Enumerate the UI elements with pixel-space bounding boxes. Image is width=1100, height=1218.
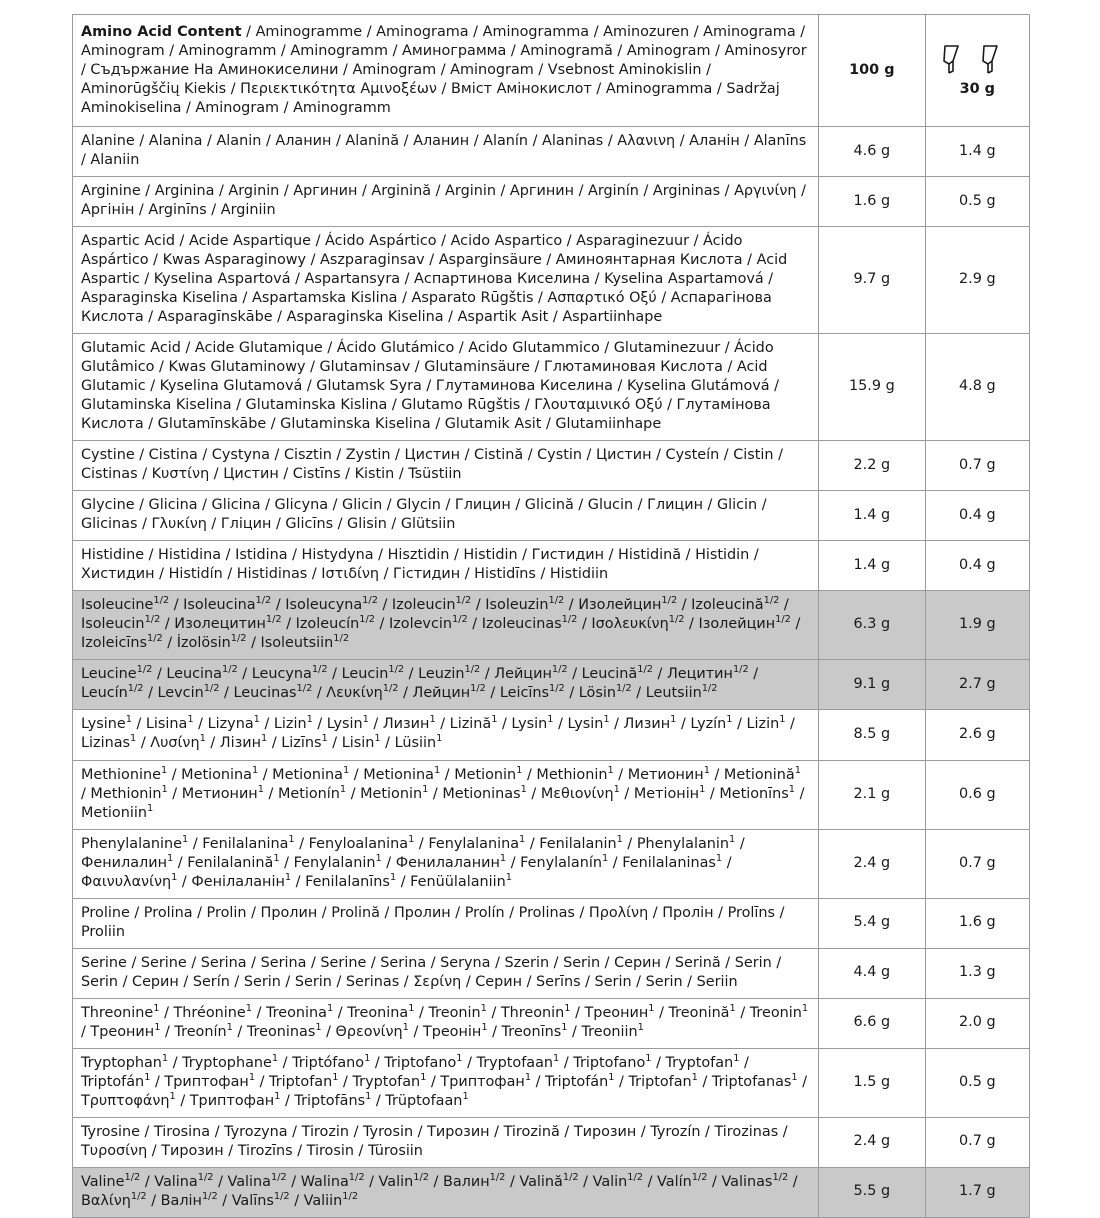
amino-acid-name-cell: Alanine / Alanina / Alanin / Аланин / Alanină / Аланин / Alanín / Alaninas / Αλανινη / Аланін / Alanīns / Alaniin [73, 127, 819, 177]
amount-30g-cell: 1.3 g [925, 948, 1029, 998]
amount-30g-cell: 0.6 g [925, 760, 1029, 829]
amount-100g-cell: 4.6 g [819, 127, 926, 177]
amount-100g-cell: 2.1 g [819, 760, 926, 829]
table-row [73, 491, 1030, 541]
amount-30g-cell: 1.9 g [925, 591, 1029, 660]
amino-acid-table [72, 14, 1030, 1218]
table-row [73, 591, 1030, 660]
header-100g-cell [819, 15, 926, 127]
amount-100g-cell: 5.5 g [819, 1167, 926, 1217]
amino-acid-name-cell: Glutamic Acid / Acide Glutamique / Ácido Glutámico / Acido Glutammico / Glutaminezuur / Ácido Glutâmico / Kwas Glutaminowy / Glutaminsav / Glutaminsäure / Глютаминовая Кислота / Acid Glutamic / Kyselina Glutamová / Glutamsk Syra / Глутаминова Киселина / Kyselina Glutámová / Glutaminska Kiselina / Glutaminska Kislina / Glutamo Rūgštis / Γλουταμινικό Οξύ / Глутамінова Кислота / Glutamīnskābe / Glutaminska Kiselina / Glutamik Asit / Glutamiinhape [73, 334, 819, 441]
amino-acid-name-cell: Valine$^{1/2}$ / Valina$^{1/2}$ / Valina$^{1/2}$ / Walina$^{1/2}$ / Valin$^{1/2}$ / Валин$^{1/2}$ / Valină$^{1/2}$ / Valin$^{1/2}$ / Valín$^{1/2}$ / Valinas$^{1/2}$ / Βαλίνη$^{1/2}$ / Валін$^{1/2}$ / Valīns$^{1/2}$ / Valiin$^{1/2}$ [73, 1167, 819, 1217]
table-row [73, 760, 1030, 829]
scoop-icon [934, 42, 1021, 76]
amino-acid-name-cell: Aspartic Acid / Acide Aspartique / Ácido Aspártico / Acido Aspartico / Asparaginezuur / Ácido Aspártico / Kwas Asparaginowy / Aszparaginsav / Asparginsäure / Аминоянтарная Кислота / Acid Aspartic / Kyselina Aspartová / Aspartansyra / Аспартинова Киселина / Kyselina Aspartamová / Asparaginska Kiselina / Aspartamska Kislina / Asparato Rūgštis / Ασπαρτικό Οξύ / Аспарагінова Кислота / Asparagīnskābe / Asparaginska Kiselina / Aspartik Asit / Aspartiinhape [73, 227, 819, 334]
amount-30g-cell: 2.9 g [925, 227, 1029, 334]
amount-30g-cell: 4.8 g [925, 334, 1029, 441]
table-row [73, 948, 1030, 998]
amount-30g-cell: 0.5 g [925, 177, 1029, 227]
header-30g-label: 30 g [959, 81, 995, 98]
amount-30g-cell: 2.6 g [925, 710, 1029, 760]
amount-100g-cell: 9.7 g [819, 227, 926, 334]
table-row [73, 1048, 1030, 1117]
table-row [73, 898, 1030, 948]
amount-100g-cell: 1.6 g [819, 177, 926, 227]
table-row [73, 127, 1030, 177]
page-title: Amino Acid Content [81, 24, 242, 40]
amount-100g-cell: 6.3 g [819, 591, 926, 660]
amount-100g-cell: 8.5 g [819, 710, 926, 760]
amount-30g-cell: 1.4 g [925, 127, 1029, 177]
amino-acid-name-cell: Cystine / Cistina / Cystyna / Cisztin / Zystin / Цистин / Cistină / Cystin / Цистин / Cysteín / Cistin / Cistinas / Κυστίνη / Цистин / Cistīns / Kistin / Tsüstiin [73, 441, 819, 491]
amount-30g-cell: 0.7 g [925, 1117, 1029, 1167]
amount-30g-cell: 1.7 g [925, 1167, 1029, 1217]
amount-100g-cell: 15.9 g [819, 334, 926, 441]
amino-acid-name-cell: Tyrosine / Tirosina / Tyrozyna / Tirozin / Tyrosin / Тирозин / Tirozină / Тирозин / Tyrozín / Tirozinas / Τυροσίνη / Тирозин / Tirozīns / Tirosin / Türosiin [73, 1117, 819, 1167]
table-row [73, 177, 1030, 227]
table-row [73, 441, 1030, 491]
amino-acid-name-cell: Lysine$^1$ / Lisina$^1$ / Lizyna$^1$ / Lizin$^1$ / Lysin$^1$ / Лизин$^1$ / Lizină$^1$ / Lysin$^1$ / Lysin$^1$ / Лизин$^1$ / Lyzín$^1$ / Lizin$^1$ / Lizinas$^1$ / Λυσίνη$^1$ / Лізин$^1$ / Lizīns$^1$ / Lisin$^1$ / Lüsiin$^1$ [73, 710, 819, 760]
amount-30g-cell: 0.7 g [925, 441, 1029, 491]
amino-acid-name-cell: Arginine / Arginina / Arginin / Аргинин / Arginină / Arginin / Аргинин / Arginín / Argininas / Αργινίνη / Аргінін / Arginīns / Arginiin [73, 177, 819, 227]
amount-100g-cell: 5.4 g [819, 898, 926, 948]
amino-acid-name-cell: Proline / Prolina / Prolin / Пролин / Prolină / Пролин / Prolín / Prolinas / Προλίνη / Пролін / Prolīns / Proliin [73, 898, 819, 948]
amino-acid-name-cell: Phenylalanine$^1$ / Fenilalanina$^1$ / Fenyloalanina$^1$ / Fenylalanina$^1$ / Fenilalanin$^1$ / Phenylalanin$^1$ / Фенилалин$^1$ / Fenilalanină$^1$ / Fenylalanin$^1$ / Фенилаланин$^1$ / Fenylalanín$^1$ / Fenilalaninas$^1$ / Φαινυλανίνη$^1$ / Фенілаланін$^1$ / Fenilalanīns$^1$ / Fenüülalaniin$^1$ [73, 829, 819, 898]
amount-100g-cell: 2.2 g [819, 441, 926, 491]
amount-30g-cell: 0.7 g [925, 829, 1029, 898]
amount-100g-cell: 6.6 g [819, 998, 926, 1048]
amount-100g-cell: 2.4 g [819, 829, 926, 898]
amount-100g-cell: 2.4 g [819, 1117, 926, 1167]
table-row [73, 1117, 1030, 1167]
amino-acid-name-cell: Threonine$^1$ / Thréonine$^1$ / Treonina$^1$ / Treonina$^1$ / Treonin$^1$ / Threonin$^1$ / Треонин$^1$ / Treonină$^1$ / Treonin$^1$ / Треонин$^1$ / Treonín$^1$ / Treoninas$^1$ / Θρεονίνη$^1$ / Треонін$^1$ / Treonīns$^1$ / Treoniin$^1$ [73, 998, 819, 1048]
amount-100g-cell: 1.5 g [819, 1048, 926, 1117]
table-header-row [73, 15, 1030, 127]
table-row [73, 710, 1030, 760]
amount-100g-cell: 4.4 g [819, 948, 926, 998]
table-row [73, 1167, 1030, 1217]
amount-30g-cell: 1.6 g [925, 898, 1029, 948]
table-row [73, 541, 1030, 591]
title-translations: / Aminogramme / Aminograma / Aminogramma / Aminozuren / Aminograma / Aminogram / Aminogramm / Aminogramm / Аминограмма / Aminogramă / Aminogram / Aminosyror / Съдържание На Аминокиселини / Aminogram / Aminogram / Vsebnost Aminokislin / Aminorūgščių Kiekis / Περιεκτικότητα Αμινοξέων / Вміст Амінокислот / Aminogramma / Sadržaj Aminokiselina / Aminogram / Aminogramm [81, 24, 807, 117]
header-title-cell [73, 15, 819, 127]
amount-30g-cell: 2.0 g [925, 998, 1029, 1048]
table-row [73, 334, 1030, 441]
table-row [73, 998, 1030, 1048]
amount-30g-cell: 0.4 g [925, 541, 1029, 591]
table-row [73, 829, 1030, 898]
amino-acid-name-cell: Methionine$^1$ / Metionina$^1$ / Metionina$^1$ / Metionina$^1$ / Metionin$^1$ / Methionin$^1$ / Метионин$^1$ / Metionină$^1$ / Methionin$^1$ / Метионин$^1$ / Metionín$^1$ / Metionin$^1$ / Metioninas$^1$ / Μεθιονίνη$^1$ / Метіонін$^1$ / Metionīns$^1$ / Metioniin$^1$ [73, 760, 819, 829]
amount-30g-cell: 2.7 g [925, 660, 1029, 710]
header-30g-cell [925, 15, 1029, 127]
amino-acid-name-cell: Histidine / Histidina / Istidina / Histydyna / Hisztidin / Histidin / Гистидин / Histidină / Histidin / Хистидин / Histidín / Histidinas / Ιστιδίνη / Гістидин / Histidīns / Histidiin [73, 541, 819, 591]
header-100g-label: 100 g [849, 62, 895, 79]
amino-acid-name-cell: Tryptophan$^1$ / Tryptophane$^1$ / Triptófano$^1$ / Triptofano$^1$ / Tryptofaan$^1$ / Triptofano$^1$ / Tryptofan$^1$ / Triptofán$^1$ / Триптофан$^1$ / Triptofan$^1$ / Tryptofan$^1$ / Триптофан$^1$ / Triptofán$^1$ / Triptofan$^1$ / Triptofanas$^1$ / Τρυπτοφάνη$^1$ / Триптофан$^1$ / Triptofāns$^1$ / Trüptofaan$^1$ [73, 1048, 819, 1117]
amount-30g-cell: 0.5 g [925, 1048, 1029, 1117]
amount-100g-cell: 1.4 g [819, 491, 926, 541]
table-row [73, 660, 1030, 710]
amount-30g-cell: 0.4 g [925, 491, 1029, 541]
table-body [73, 15, 1030, 1218]
table-row [73, 227, 1030, 334]
amino-acid-name-cell: Leucine$^{1/2}$ / Leucina$^{1/2}$ / Leucyna$^{1/2}$ / Leucin$^{1/2}$ / Leuzin$^{1/2}$ / Лейцин$^{1/2}$ / Leucină$^{1/2}$ / Лецитин$^{1/2}$ / Leucín$^{1/2}$ / Levcin$^{1/2}$ / Leucinas$^{1/2}$ / Λευκίνη$^{1/2}$ / Лейцин$^{1/2}$ / Leicīns$^{1/2}$ / Lösin$^{1/2}$ / Leutsiin$^{1/2}$ [73, 660, 819, 710]
amino-acid-name-cell: Isoleucine$^{1/2}$ / Isoleucina$^{1/2}$ / Isoleucyna$^{1/2}$ / Izoleucin$^{1/2}$ / Isoleuzin$^{1/2}$ / Изолейцин$^{1/2}$ / Izoleucină$^{1/2}$ / Isoleucin$^{1/2}$ / Изолецитин$^{1/2}$ / Izoleucín$^{1/2}$ / Izolevcin$^{1/2}$ / Izoleucinas$^{1/2}$ / Ισολευκίνη$^{1/2}$ / Ізолейцин$^{1/2}$ / Izoleicīns$^{1/2}$ / İzolösin$^{1/2}$ / Isoleutsiin$^{1/2}$ [73, 591, 819, 660]
amount-100g-cell: 1.4 g [819, 541, 926, 591]
amino-acid-name-cell: Glycine / Glicina / Glicina / Glicyna / Glicin / Glycin / Глицин / Glicină / Glucin / Глицин / Glicin / Glicinas / Γλυκίνη / Гліцин / Glicīns / Glisin / Glütsiin [73, 491, 819, 541]
amino-acid-name-cell: Serine / Serine / Serina / Serina / Serine / Serina / Seryna / Szerin / Serin / Серин / Serină / Serin / Serin / Серин / Serín / Serin / Serin / Serinas / Σερίνη / Серин / Serīns / Serin / Serin / Seriin [73, 948, 819, 998]
amount-100g-cell: 9.1 g [819, 660, 926, 710]
